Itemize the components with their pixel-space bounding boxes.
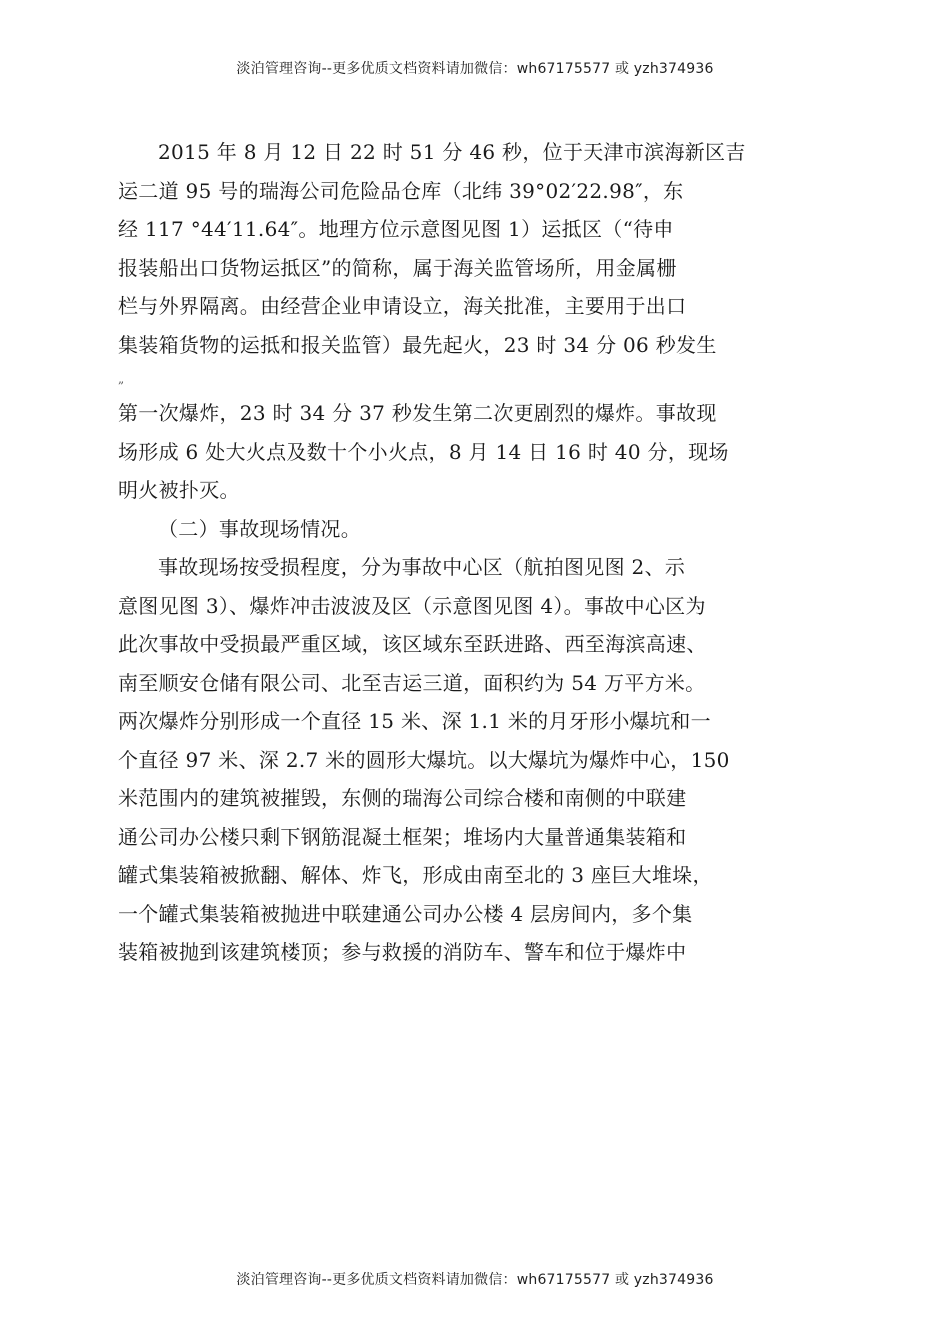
paragraph-line: 罐式集装箱被掀翻、解体、炸飞，形成由南至北的 3 座巨大堆垛， bbox=[118, 863, 713, 887]
paragraph-line: 集装箱货物的运抵和报关监管）最先起火，23 时 34 分 06 秒发生 bbox=[118, 332, 717, 357]
paragraph-line: 装箱被抛到该建筑楼顶；参与救援的消防车、警车和位于爆炸中 bbox=[118, 940, 687, 964]
paragraph-line: 一个罐式集装箱被抛进中联建通公司办公楼 4 层房间内，多个集 bbox=[118, 901, 693, 926]
paragraph-line: 通公司办公楼只剩下钢筋混凝土框架；堆场内大量普通集装箱和 bbox=[118, 824, 687, 849]
paragraph-line: 米范围内的建筑被摧毁，东侧的瑞海公司综合楼和南侧的中联建 bbox=[118, 786, 687, 810]
page-header: 淡泊管理咨询--更多优质文档资料请加微信：wh67175577 或 yzh374936 bbox=[236, 61, 714, 77]
paragraph-line: 报装船出口货物运抵区”的简称，属于海关监管场所，用金属栅 bbox=[118, 255, 677, 280]
paragraph-line: 个直径 97 米、深 2.7 米的圆形大爆坑。以大爆坑为爆炸中心，150 bbox=[118, 747, 730, 772]
stray-mark: „ bbox=[118, 372, 125, 386]
paragraph-line: 事故现场按受损程度，分为事故中心区（航拍图见图 2、示 bbox=[158, 555, 686, 579]
paragraph-line: 此次事故中受损最严重区域，该区域东至跃进路、西至海滨高速、 bbox=[118, 632, 707, 656]
paragraph-line: 经 117 °44′11.64″。地理方位示意图见图 1）运抵区（“待申 bbox=[118, 217, 674, 241]
paragraph-line: 运二道 95 号的瑞海公司危险品仓库（北纬 39°02′22.98″，东 bbox=[118, 178, 684, 203]
section-heading: （二）事故现场情况。 bbox=[158, 516, 361, 541]
paragraph-line: 2015 年 8 月 12 日 22 时 51 分 46 秒，位于天津市滨海新区吉 bbox=[158, 140, 746, 164]
paragraph-line: 场形成 6 处大火点及数十个小火点，8 月 14 日 16 时 40 分，现场 bbox=[118, 439, 729, 464]
paragraph-line: 两次爆炸分别形成一个直径 15 米、深 1.1 米的月牙形小爆坑和一 bbox=[118, 709, 711, 733]
document-body bbox=[118, 133, 778, 972]
paragraph-line: 第一次爆炸，23 时 34 分 37 秒发生第二次更剧烈的爆炸。事故现 bbox=[118, 401, 717, 425]
page-footer: 淡泊管理咨询--更多优质文档资料请加微信：wh67175577 或 yzh374936 bbox=[236, 1272, 714, 1288]
paragraph-line: 明火被扑灭。 bbox=[118, 478, 240, 502]
paragraph-line: 栏与外界隔离。由经营企业申请设立，海关批准，主要用于出口 bbox=[118, 294, 687, 318]
paragraph-line: 意图见图 3）、爆炸冲击波波及区（示意图见图 4）。事故中心区为 bbox=[118, 593, 706, 618]
paragraph-line: 南至顺安仓储有限公司、北至吉运三道，面积约为 54 万平方米。 bbox=[118, 670, 706, 695]
